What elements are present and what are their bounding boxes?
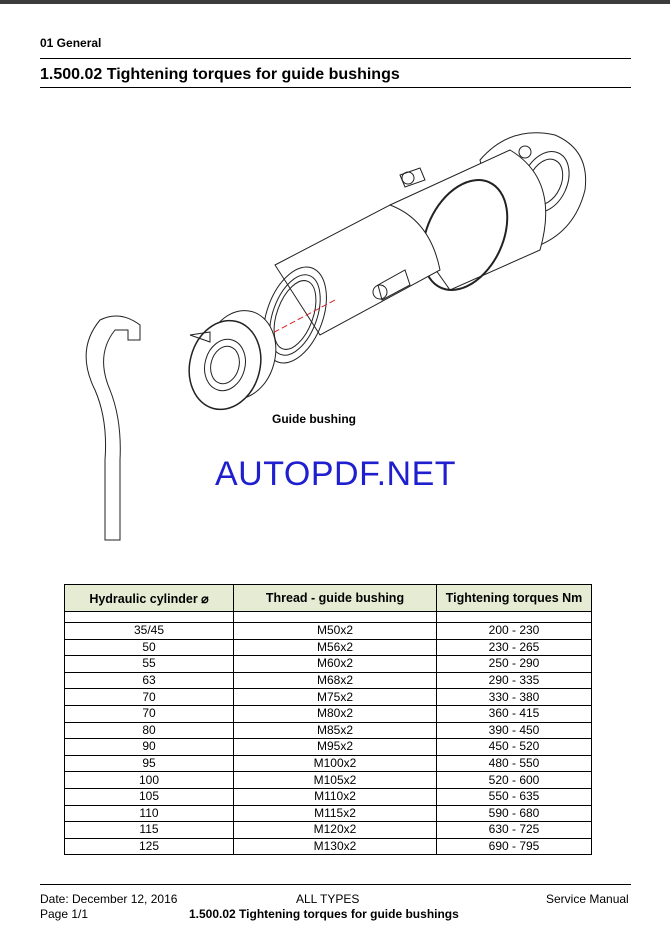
thread-cell: M80x2 <box>234 705 437 722</box>
torque-cell: 360 - 415 <box>437 705 592 722</box>
torque-cell: 630 - 725 <box>437 822 592 839</box>
thread-cell: M115x2 <box>234 805 437 822</box>
torque-cell: 290 - 335 <box>437 672 592 689</box>
torque-cell: 520 - 600 <box>437 772 592 789</box>
cylinder-cell: 35/45 <box>65 623 234 640</box>
column-header-torque: Tightening torques Nm <box>437 585 592 612</box>
page-title: 1.500.02 Tightening torques for guide bushings <box>40 66 400 83</box>
table-row <box>65 672 592 689</box>
cylinder-cell: 63 <box>65 672 234 689</box>
torque-cell: 550 - 635 <box>437 788 592 805</box>
torque-cell: 330 - 380 <box>437 689 592 706</box>
cylinder-cell: 100 <box>65 772 234 789</box>
thread-cell: M95x2 <box>234 739 437 756</box>
table-row <box>65 656 592 673</box>
footer-divider <box>40 884 631 885</box>
table-row <box>65 689 592 706</box>
torque-cell: 480 - 550 <box>437 755 592 772</box>
table-row <box>65 805 592 822</box>
table-row <box>65 705 592 722</box>
thread-cell: M85x2 <box>234 722 437 739</box>
torque-table <box>64 584 592 855</box>
cylinder-cell: 125 <box>65 838 234 855</box>
guide-bushing-label: Guide bushing <box>272 412 356 426</box>
watermark: AUTOPDF.NET <box>215 455 457 493</box>
table-row <box>65 838 592 855</box>
footer-date: Date: December 12, 2016 <box>40 892 178 906</box>
table-row <box>65 639 592 656</box>
torque-cell: 230 - 265 <box>437 639 592 656</box>
torque-cell: 250 - 290 <box>437 656 592 673</box>
torque-cell: 450 - 520 <box>437 739 592 756</box>
cylinder-cell: 115 <box>65 822 234 839</box>
cylinder-cell: 80 <box>65 722 234 739</box>
cylinder-cell: 55 <box>65 656 234 673</box>
table-row <box>65 788 592 805</box>
torque-cell: 200 - 230 <box>437 623 592 640</box>
footer-types: ALL TYPES <box>296 892 360 906</box>
footer-title: 1.500.02 Tightening torques for guide bushings <box>189 907 459 921</box>
torque-cell: 390 - 450 <box>437 722 592 739</box>
column-header-thread: Thread - guide bushing <box>234 585 437 612</box>
cylinder-cell: 70 <box>65 689 234 706</box>
table-row <box>65 822 592 839</box>
thread-cell: M75x2 <box>234 689 437 706</box>
thread-cell: M130x2 <box>234 838 437 855</box>
torque-cell: 690 - 795 <box>437 838 592 855</box>
thread-cell: M120x2 <box>234 822 437 839</box>
thread-cell: M110x2 <box>234 788 437 805</box>
divider <box>40 87 631 88</box>
cylinder-cell: 50 <box>65 639 234 656</box>
column-header-cylinder: Hydraulic cylinder ⌀ <box>65 585 234 612</box>
footer-page-number: Page 1/1 <box>40 907 89 921</box>
thread-cell: M68x2 <box>234 672 437 689</box>
thread-cell: M50x2 <box>234 623 437 640</box>
cylinder-cell: 90 <box>65 739 234 756</box>
table-row <box>65 623 592 640</box>
table-row <box>65 755 592 772</box>
cylinder-cell: 95 <box>65 755 234 772</box>
table-header-row <box>65 585 592 612</box>
torque-cell: 590 - 680 <box>437 805 592 822</box>
thread-cell: M100x2 <box>234 755 437 772</box>
footer-manual: Service Manual <box>546 892 629 906</box>
cylinder-cell: 110 <box>65 805 234 822</box>
table-row <box>65 722 592 739</box>
top-bar <box>0 0 670 4</box>
cylinder-cell: 105 <box>65 788 234 805</box>
thread-cell: M60x2 <box>234 656 437 673</box>
table-row <box>65 739 592 756</box>
cylinder-cell: 70 <box>65 705 234 722</box>
divider <box>40 58 631 59</box>
table-row <box>65 772 592 789</box>
section-heading: 01 General <box>40 36 102 50</box>
table-spacer-row <box>65 612 592 623</box>
thread-cell: M105x2 <box>234 772 437 789</box>
thread-cell: M56x2 <box>234 639 437 656</box>
